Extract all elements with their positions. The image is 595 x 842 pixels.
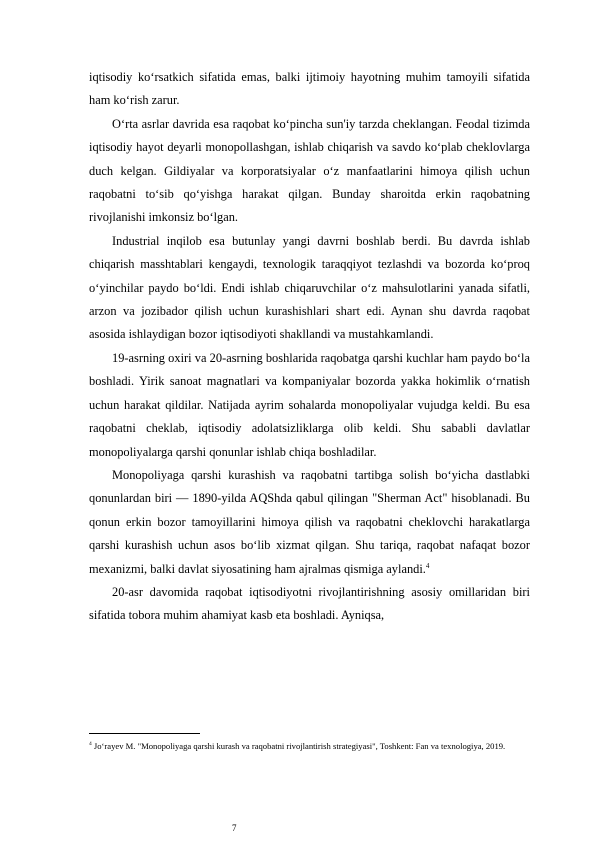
footnote-number: 4 <box>89 741 92 748</box>
footnote-reference[interactable]: 4 <box>425 561 430 570</box>
footnote-text: Jo‘rayev M. "Monopoliyaga qarshi kurash va raqobatni rivojlantirish strategiyasi", Toshkent: Fan va texnologiya, 2019. <box>93 741 506 751</box>
paragraph-5-text: Monopoliyaga qarshi kurashish va raqobatni tartibga solish bo‘yicha dastlabki qonunlardan biri — 1890-yilda AQShda qabul qilingan "Sherman Act" hisoblanadi. Bu qonun erkin bozor tamoyillarini himoya qilish va raqobatni cheklovchi harakatlarga qarshi kurashish uchun asos bo‘lib xizmat qilgan. Shu tariqa, raqobat nafaqat bozor mexanizmi, balki davlat siyosatining ham ajralmas qismiga aylandi. <box>89 467 530 576</box>
body-text <box>89 66 530 628</box>
paragraph-1: iqtisodiy ko‘rsatkich sifatida emas, balki ijtimoiy hayotning muhim tamoyili sifatida ham ko‘rish zarur. <box>89 70 530 108</box>
footnote <box>89 738 539 756</box>
footnote-separator <box>89 733 200 734</box>
page-number: 7 <box>232 823 237 833</box>
paragraph-6: 20-asr davomida raqobat iqtisodiyotni rivojlantirishning asosiy omillaridan biri sifatida tobora muhim ahamiyat kasb eta boshladi. Ayniqsa, <box>89 584 530 623</box>
paragraph-2: O‘rta asrlar davrida esa raqobat ko‘pincha sun'iy tarzda cheklangan. Feodal tizimda iqtisodiy hayot deyarli monopollashgan, ishlab chiqarish va savdo ko‘plab cheklovlarga duch kelgan. Gildiyalar va korporatsiyalar o‘z manfaatlarini himoya qilish uchun raqobatni to‘sib qo‘yishga harakat qilgan. Bunday sharoitda erkin raqobatning rivojlanishi imkonsiz bo‘lgan. <box>89 116 530 225</box>
paragraph-4: 19-asrning oxiri va 20-asrning boshlarida raqobatga qarshi kuchlar ham paydo bo‘la boshladi. Yirik sanoat magnatlari va kompaniyalar bozorda yakka hokimlik o‘rnatish uchun harakat qildilar. Natijada ayrim sohalarda monopoliyalar vujudga keldi. Bu esa raqobatni cheklab, iqtisodiy adolatsizliklarga olib keldi. Shu sababli davlatlar monopoliyalarga qarshi qonunlar ishlab chiqa boshladilar. <box>89 350 530 459</box>
paragraph-3: Industrial inqilob esa butunlay yangi davrni boshlab berdi. Bu davrda ishlab chiqarish masshtablari kengaydi, texnologik taraqqiyot tezlashdi va bozorda ko‘proq o‘yinchilar paydo bo‘ldi. Endi ishlab chiqaruvchilar o‘z mahsulotlarini yanada sifatli, arzon va jozibador qilish uchun kurashishlari shart edi. Aynan shu davrda raqobat asosida ishlaydigan bozor iqtisodiyoti shakllandi va mustahkamlandi. <box>89 233 530 342</box>
paragraph-5 <box>89 464 530 581</box>
